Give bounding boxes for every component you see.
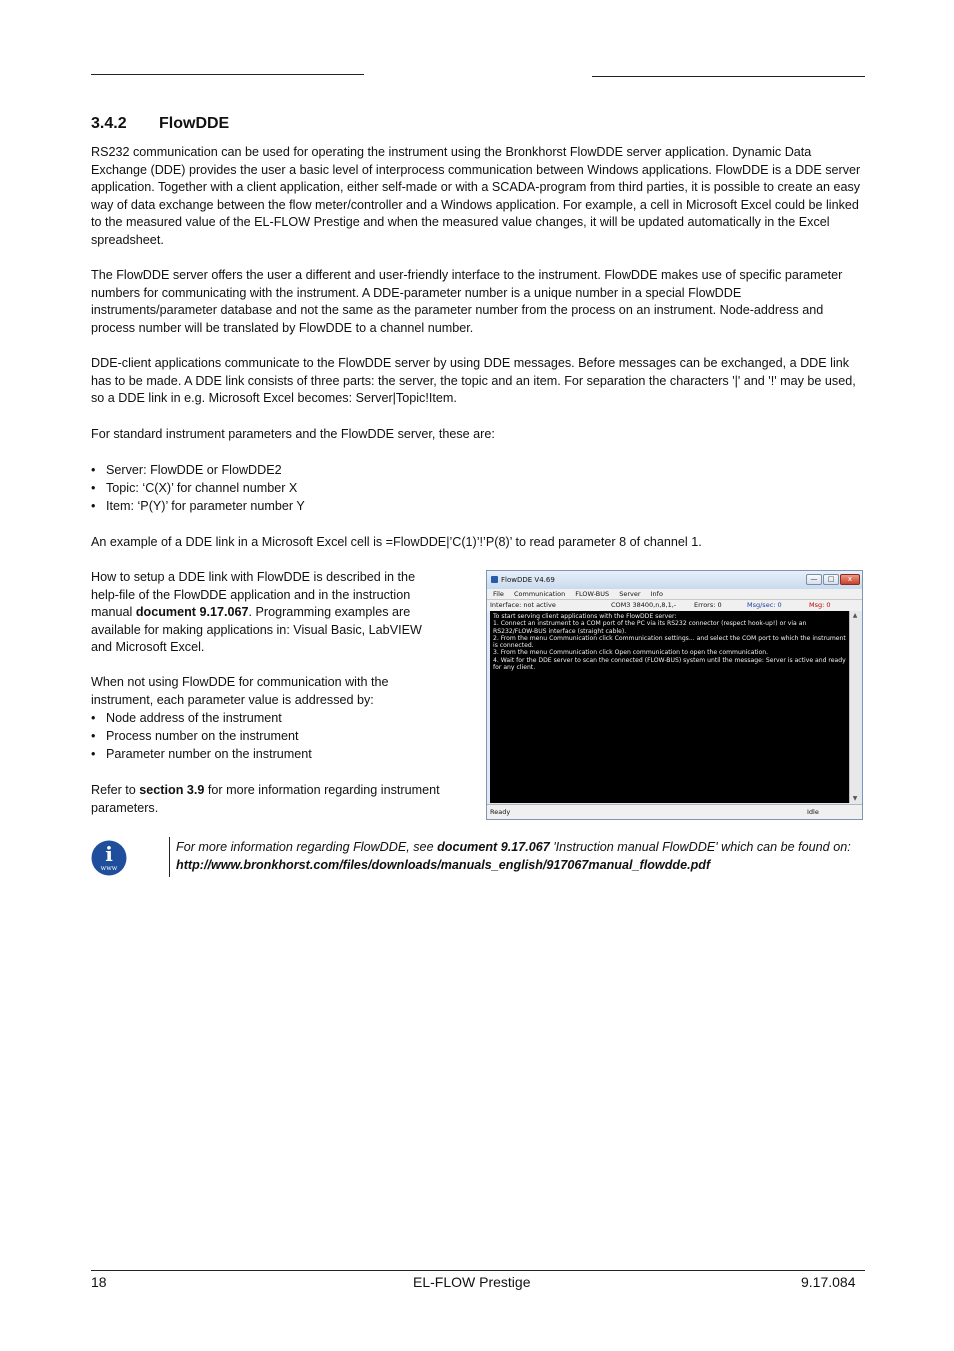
product-name: EL-FLOW Prestige (413, 1274, 531, 1290)
scroll-down-icon: ▼ (852, 795, 858, 802)
window-controls (806, 574, 860, 585)
list-item: • Item: ‘P(Y)’ for parameter number Y (91, 497, 305, 515)
scroll-up-icon: ▲ (852, 612, 858, 619)
section-title: FlowDDE (159, 115, 230, 132)
address-parts-list (91, 709, 312, 764)
footer-rule (91, 1270, 865, 1271)
header-rule-right (592, 76, 865, 77)
window-titlebar (487, 571, 862, 589)
info-note: For more information regarding FlowDDE, see document 9.17.067 'Instruction manual FlowDDE' which can be found on: http://www.bronkhorst.com/files/downloads/manuals_english/917067manual_flowdde.pdf (176, 840, 851, 872)
close-icon: x (840, 574, 860, 585)
msg-status: Msg: 0 (809, 601, 831, 609)
note-document-ref: document 9.17.067 (437, 840, 550, 854)
icon-letter: i (105, 842, 113, 866)
menu-flow-bus: FLOW-BUS (575, 590, 610, 598)
info-www-icon (91, 840, 127, 876)
paragraph-server: The FlowDDE server offers the user a different and user-friendly interface to the instrument. FlowDDE makes use of specific parameter numbers for communicating with the instrument. A DDE-parameter number is a unique number in a special FlowDDE instruments/parameter database and not the same as the parameter number from the process on an instrument. Node-address and process number will be translated by FlowDDE to a channel number. (91, 268, 843, 335)
menu-file: File (493, 590, 504, 598)
paragraph-example: An example of a DDE link in a Microsoft Excel cell is =FlowDDE|’C(1)’!’P(8)’ to read parameter 8 of channel 1. (91, 535, 702, 549)
idle-status: Idle (807, 808, 819, 816)
flowdde-app-icon (491, 576, 498, 583)
minimize-icon: — (806, 574, 822, 585)
menu-communication: Communication (513, 590, 566, 598)
maximize-icon: □ (823, 574, 839, 585)
window-menubar (487, 589, 862, 599)
dde-parts-list (91, 461, 305, 516)
paragraph-intro: RS232 communication can be used for operating the instrument using the Bronkhorst FlowDDE server application. Dynamic Data Exchange (DDE) provides the user a basic level of interprocess communication between Windows applications. FlowDDE is a DDE server application. Together with a client application, either self-made or with a SCADA-program from third parties, it is possible to create an easy way of data exchange between the flow meter/controller and a Windows application. For example, a cell in Microsoft Excel could be linked to the measured value of the EL-FLOW Prestige and when the measured value changes, it will be updated automatically in the Excel spreadsheet. (91, 145, 861, 247)
console-output: To start serving client applications with the FlowDDE server: 1. Connect an instrument to a COM port of the PC via its RS232 connector (respect hook-up!) or via an RS232/FLOW-BUS interface (straight cable). 2. From the menu Communication click Communication settings... and select the COM port to which the instrument is connected. 3. From the menu Communication click Open communication to open the communication. 4. Wait for the DDE server to scan the connected (FLOW-BUS) system until the message: Server is active and ready for any client. (490, 611, 849, 803)
console-scrollbar (849, 611, 860, 803)
header-rule-left (91, 74, 364, 75)
interface-status: Interface: not active (490, 601, 556, 609)
note-divider (169, 837, 170, 877)
list-item: • Topic: ‘C(X)’ for channel number X (91, 479, 305, 497)
page-number: 18 (91, 1274, 107, 1290)
document-number: 9.17.084 (801, 1274, 856, 1290)
errors-status: Errors: 0 (694, 601, 722, 609)
paragraph-refer: Refer to section 3.9 for more information regarding instrument parameters. (91, 783, 440, 815)
paragraph-setup: How to setup a DDE link with FlowDDE is described in the help-file of the FlowDDE application and in the instruction manual document 9.17.067. Programming examples are available for making applications in: Visual Basic, LabVIEW and Microsoft Excel. (91, 570, 422, 655)
window-statusbar (487, 804, 862, 819)
document-ref: document 9.17.067 (135, 605, 249, 620)
section-ref: section 3.9 (139, 783, 205, 797)
menu-server: Server (619, 590, 641, 598)
list-item: • Process number on the instrument (91, 727, 312, 745)
port-status: COM3 38400,n,8,1,- (611, 601, 677, 609)
paragraph-standard: For standard instrument parameters and the FlowDDE server, these are: (91, 427, 495, 441)
flowdde-screenshot (486, 570, 863, 820)
list-item: • Server: FlowDDE or FlowDDE2 (91, 461, 305, 479)
paragraph-dde-link: DDE-client applications communicate to the FlowDDE server by using DDE messages. Before messages can be exchanged, a DDE link has to be made. A DDE link consists of three parts: the server, the topic and an item. For separation the characters '|' and '!' may be used, so a DDE link in e.g. Microsoft Excel becomes: Server|Topic!Item. (91, 356, 856, 406)
list-item: • Parameter number on the instrument (91, 745, 312, 763)
note-url: http://www.bronkhorst.com/files/downloads/manuals_english/917067manual_flowdde.pdf (176, 857, 711, 872)
status-row (487, 599, 862, 611)
window-title: FlowDDE V4.69 (501, 576, 555, 584)
icon-caption: www (100, 864, 118, 872)
section-number: 3.4.2 (91, 115, 127, 132)
ready-status: Ready (490, 808, 511, 816)
section-heading (91, 115, 229, 133)
list-item: • Node address of the instrument (91, 709, 312, 727)
menu-info: Info (650, 590, 663, 598)
paragraph-addressing: When not using FlowDDE for communication with the instrument, each parameter value is addressed by: (91, 675, 389, 707)
msg-sec-status: Msg/sec: 0 (747, 601, 782, 609)
